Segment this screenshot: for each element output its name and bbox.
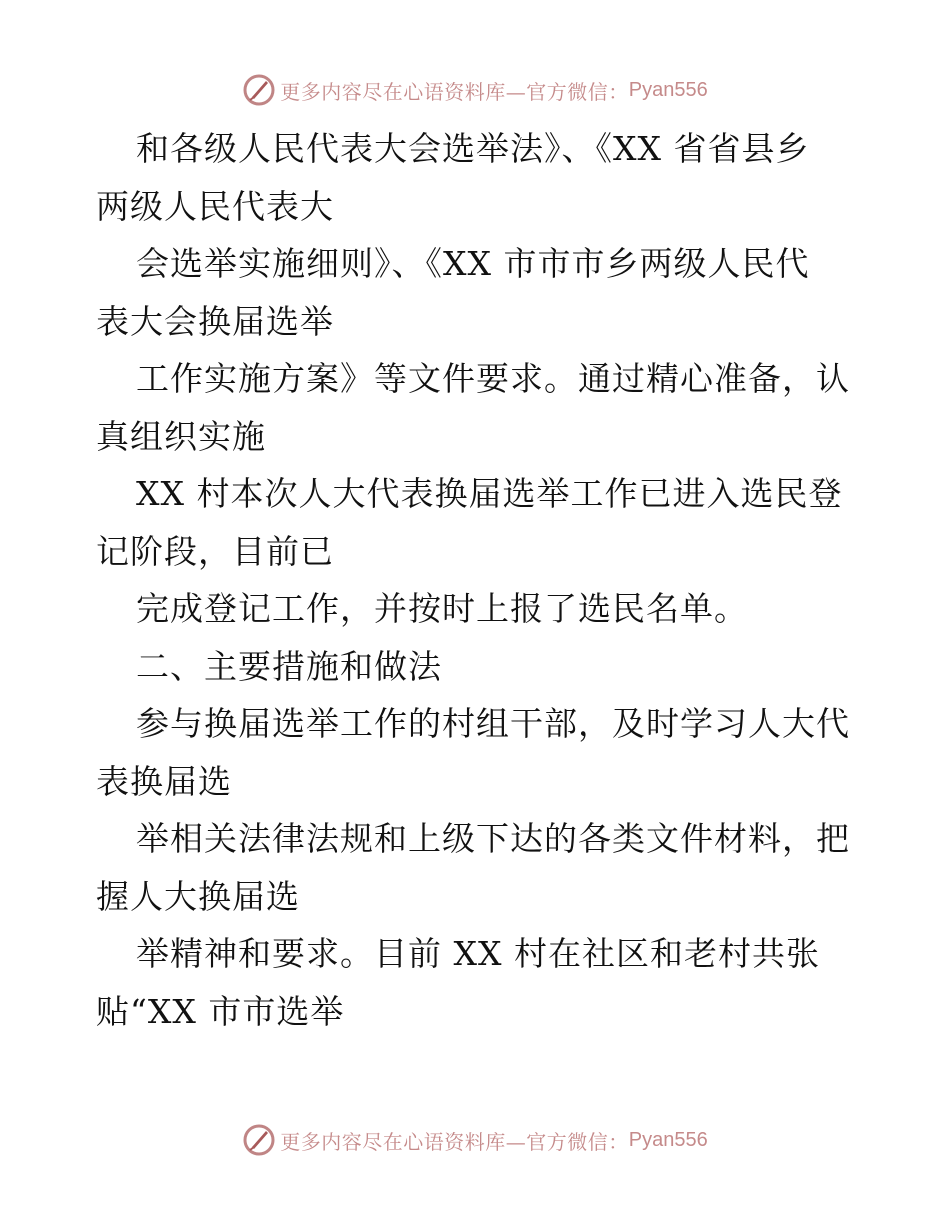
document-body	[96, 120, 856, 1040]
watermark-text: 更多内容尽在心语资料库—官方微信：	[280, 79, 629, 104]
section-heading: 二、主要措施和做法	[136, 646, 442, 686]
text-line: 两级人民代表大	[96, 186, 334, 226]
text-line: 表大会换届选举	[96, 301, 334, 341]
header-watermark	[0, 70, 950, 110]
watermark-id: Pyan556	[628, 1128, 708, 1151]
text-line: 握人大换届选	[96, 876, 300, 916]
text-line: 举精神和要求。目前 XX 村在社区和老村共张	[136, 934, 820, 973]
text-line: 完成登记工作，并按时上报了选民名单。	[136, 589, 748, 628]
text-line: 表换届选	[96, 761, 232, 801]
text-line: 举相关法律法规和上级下达的各类文件材料，把	[136, 819, 850, 858]
feather-pen-logo-icon	[242, 1123, 276, 1157]
text-line: 和各级人民代表大会选举法》、《XX 省省县乡	[136, 129, 810, 168]
text-line: 记阶段，目前已	[96, 531, 334, 571]
footer-watermark	[0, 1120, 950, 1160]
text-line: XX 村本次人大代表换届选举工作已进入选民登	[136, 474, 843, 513]
text-line: 工作实施方案》等文件要求。通过精心准备，认	[136, 359, 850, 398]
text-line: 贴“XX 市市选举	[96, 991, 345, 1031]
watermark-id: Pyan556	[628, 78, 708, 101]
text-line: 会选举实施细则》、《XX 市市市乡两级人民代	[136, 244, 810, 283]
text-line: 真组织实施	[96, 416, 266, 456]
text-line: 参与换届选举工作的村组干部，及时学习人大代	[136, 704, 850, 743]
watermark-text: 更多内容尽在心语资料库—官方微信：	[280, 1129, 629, 1154]
feather-pen-logo-icon	[242, 73, 276, 107]
